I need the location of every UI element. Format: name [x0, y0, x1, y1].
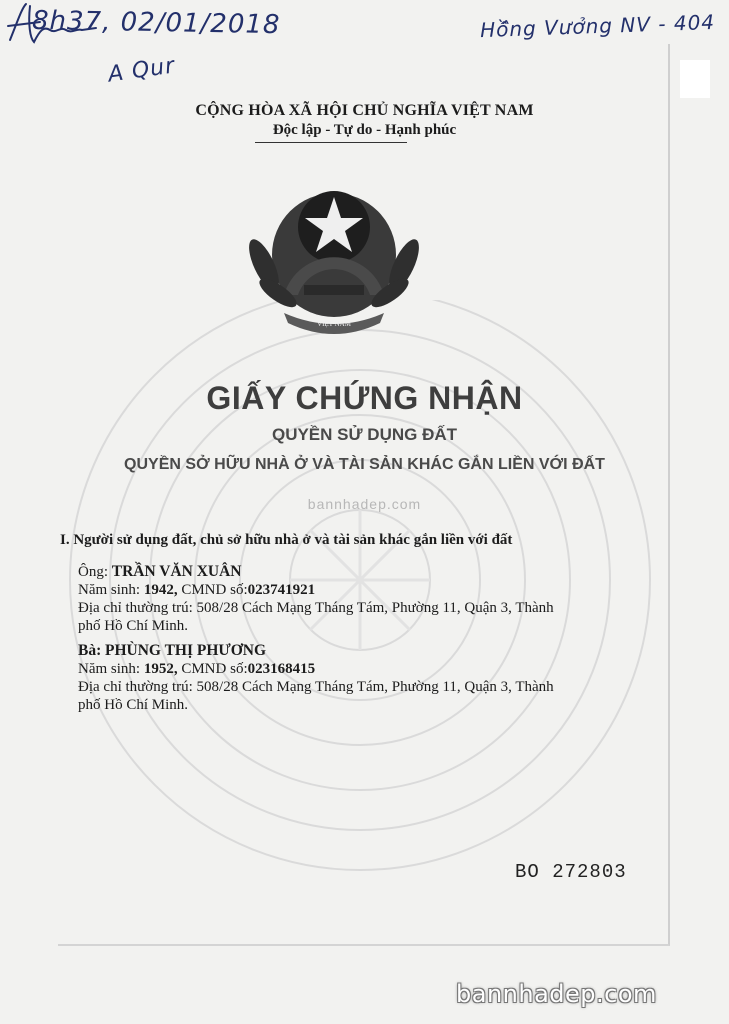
motto-underline [255, 142, 407, 143]
birth-year: 1952, [143, 661, 178, 677]
certificate-title: GIẤY CHỨNG NHẬN [206, 380, 523, 416]
owner-name: TRẦN VĂN XUÂN [111, 563, 242, 580]
owner-prefix: Ông: [78, 564, 108, 580]
faint-watermark: bannhadep.com [307, 496, 422, 512]
certificate-subtitle-land-use: QUYỀN SỬ DỤNG ĐẤT [271, 425, 458, 444]
handwritten-initials: A Qur [106, 53, 177, 88]
section-heading: I. Người sử dụng đất, chủ sở hữu nhà ở và tài sản khác gắn liền với đất [60, 532, 513, 548]
owner-name: PHÙNG THỊ PHƯƠNG [105, 642, 267, 659]
nation-title: CỘNG HÒA XÃ HỘI CHỦ NGHĨA VIỆT NAM [195, 102, 534, 119]
serial-number: BO 272803 [515, 861, 627, 883]
id-label: CMND số: [181, 661, 248, 677]
nation-motto: Độc lập - Tự do - Hạnh phúc [272, 122, 457, 138]
emblem-ribbon-text: VIỆT NAM [317, 320, 351, 328]
handwritten-datetime: 8h37, 02/01/2018 [31, 5, 281, 41]
id-number: 023168415 [247, 661, 316, 677]
address-line: phố Hồ Chí Minh. [78, 697, 189, 713]
address-line: Địa chỉ thường trú: 508/28 Cách Mạng Tháng Tám, Phường 11, Quận 3, Thành [78, 679, 554, 695]
id-number: 023741921 [247, 582, 316, 598]
owner-block [78, 642, 638, 714]
site-watermark: bannhadep.com [456, 980, 657, 1008]
id-label: CMND số: [181, 582, 248, 598]
blank-patch [680, 60, 710, 98]
birth-label: Năm sinh: [78, 661, 141, 677]
owner-prefix: Bà: [78, 642, 102, 659]
address-line: phố Hồ Chí Minh. [78, 618, 189, 634]
handwritten-note: Hồ̂ng Vưởng NV - 404 [479, 9, 716, 43]
birth-label: Năm sinh: [78, 582, 141, 598]
national-emblem-icon [244, 185, 424, 335]
owner-block [78, 563, 638, 635]
certificate-subtitle-ownership: QUYỀN SỞ HỮU NHÀ Ở VÀ TÀI SẢN KHÁC GẮN LIỀN VỚI ĐẤT [124, 456, 605, 473]
address-line: Địa chỉ thường trú: 508/28 Cách Mạng Tháng Tám, Phường 11, Quận 3, Thành [78, 600, 554, 616]
birth-year: 1942, [143, 582, 178, 598]
